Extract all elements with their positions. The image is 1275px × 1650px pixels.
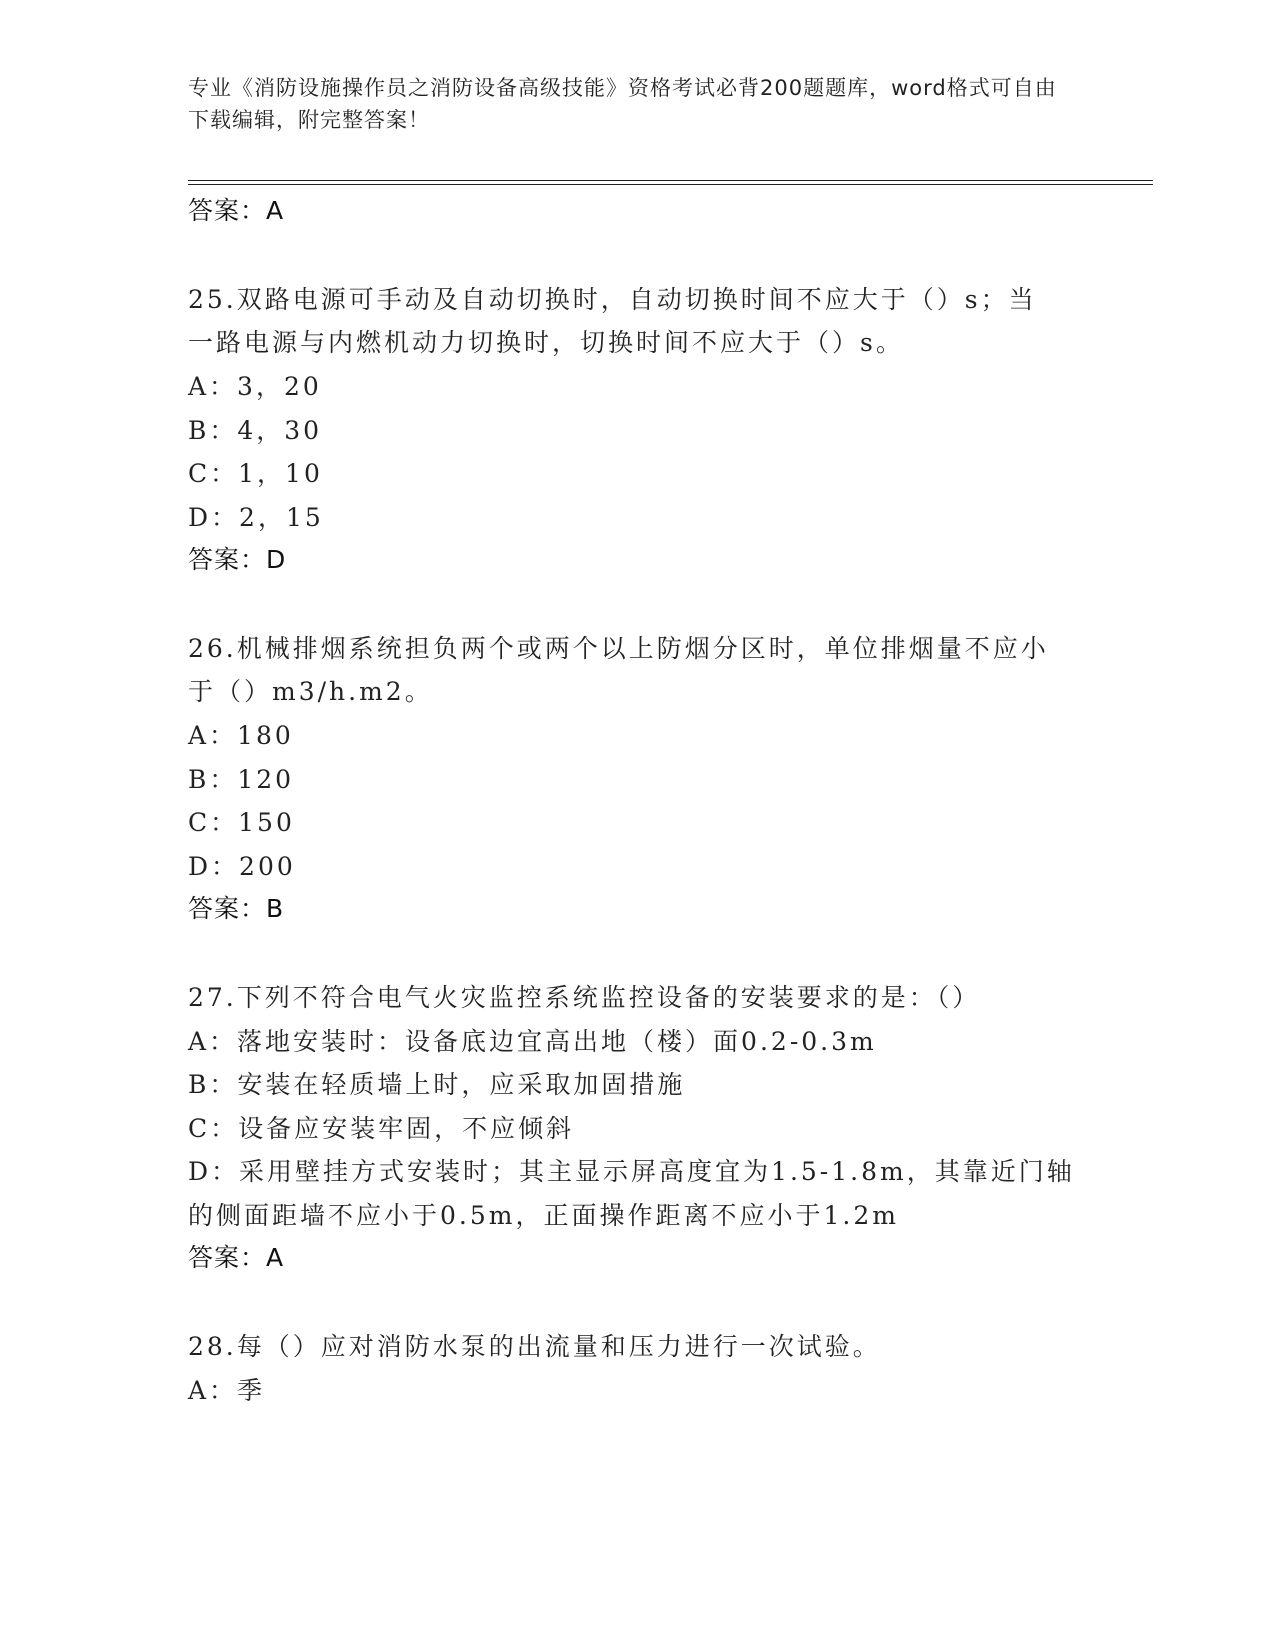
q27-option-a: A：落地安装时：设备底边宜高出地（楼）面0.2-0.3m: [188, 1027, 877, 1056]
q26-stem-line2: 于（）m3/h.m2。: [188, 677, 433, 706]
answer-q27: 答案：A: [188, 1243, 285, 1272]
q27-option-d-line1: D：采用壁挂方式安装时；其主显示屏高度宜为1.5-1.8m，其靠近门轴: [188, 1157, 1075, 1186]
q26-option-c: C：150: [188, 808, 295, 837]
q28-stem-line1: 28.每（）应对消防水泵的出流量和压力进行一次试验。: [188, 1332, 881, 1361]
q25-option-d: D：2，15: [188, 503, 324, 532]
q25-stem-line1: 25.双路电源可手动及自动切换时，自动切换时间不应大于（）s；当: [188, 285, 1037, 314]
q25-option-b: B：4，30: [188, 416, 323, 445]
q26-option-b: B：120: [188, 765, 295, 794]
q26-option-d: D：200: [188, 852, 296, 881]
q25-option-c: C：1，10: [188, 459, 323, 488]
header-divider-top: [188, 180, 1153, 181]
q28-option-a: A：季: [188, 1376, 266, 1405]
q25-option-a: A：3，20: [188, 372, 322, 401]
q27-stem-line1: 27.下列不符合电气火灾监控系统监控设备的安装要求的是：（）: [188, 983, 981, 1012]
q26-option-a: A：180: [188, 721, 294, 750]
header-divider-bottom: [188, 184, 1153, 185]
q27-option-d-line2: 的侧面距墙不应小于0.5m，正面操作距离不应小于1.2m: [188, 1201, 899, 1230]
answer-q26: 答案：B: [188, 894, 285, 923]
answer-q24: 答案：A: [188, 196, 285, 225]
q26-stem-line1: 26.机械排烟系统担负两个或两个以上防烟分区时，单位排烟量不应小: [188, 634, 1049, 663]
q25-stem-line2: 一路电源与内燃机动力切换时，切换时间不应大于（）s。: [188, 328, 904, 357]
q27-option-b: B：安装在轻质墙上时，应采取加固措施: [188, 1070, 686, 1099]
page-header: 专业《消防设施操作员之消防设备高级技能》资格考试必背200题题库，word格式可自由下载编辑，附完整答案！: [188, 76, 1057, 132]
answer-q25: 答案：D: [188, 545, 287, 574]
q27-option-c: C：设备应安装牢固，不应倾斜: [188, 1114, 575, 1143]
